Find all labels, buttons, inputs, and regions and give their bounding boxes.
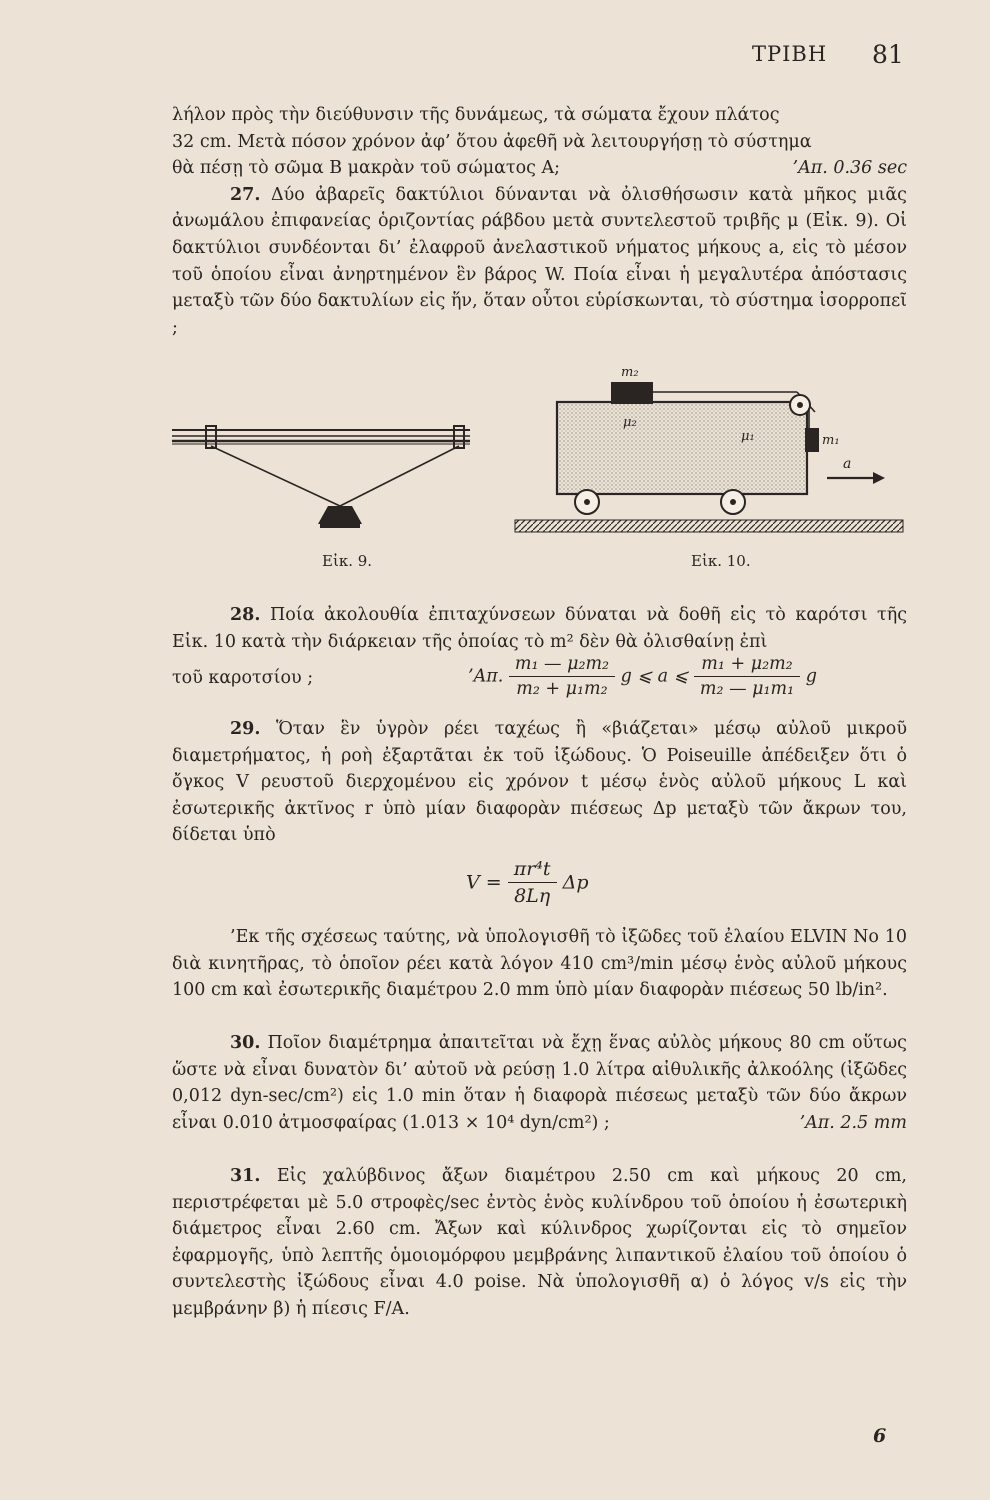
label-a: a: [843, 456, 852, 472]
problem-31: [172, 1163, 907, 1323]
problem-number: 28.: [230, 605, 261, 625]
caption-fig10: Εἰκ. 10.: [691, 552, 751, 570]
page-number: 81: [872, 40, 904, 69]
gravity-symbol: g: [805, 666, 817, 687]
problem-text: Ποία ἀκολουθία ἐπιταχύνσεων δύναται νὰ δοθῆ εἰς τὸ καρότσι τῆς Εἰκ. 10 κατὰ τὴν διάρκειαν τῆς ὁποίας τὸ m² δὲν θὰ ὀλισθαίνῃ ἐπὶ: [172, 605, 907, 652]
fraction-lower-bound: $\frac{\text{m₁ — μ₂m₂}}{\text{m₂ + μ₁m₂}}$: [509, 654, 615, 699]
para-line: ’Απ. 0.36 sec θὰ πέσῃ τὸ σῶμα B μακρὰν τοῦ σώματος A;: [172, 155, 907, 182]
answer: ’Απ. 0.36 sec: [792, 158, 907, 179]
label-m2: m₂: [621, 365, 639, 380]
answer: ’Απ. 2.5 mm: [799, 1112, 907, 1133]
label-mu1: μ₁: [741, 429, 755, 444]
problem-29: [172, 716, 907, 849]
problem-29-continuation: ’Εκ τῆς σχέσεως ταύτης, νὰ ὑπολογισθῆ τὸ ἰξῶδες τοῦ ἐλαίου ELVIN No 10 διὰ κινητῆρας, τὸ ὁποῖον ρέει κατὰ λόγον 410 cm³/min μέσῳ ἑνὸς αὐλοῦ μήκους 100 cm καὶ ἐσωτερικῆς διαμέτρου 2.0 mm ὑπὸ μίαν διαφορὰν πιέσεως 50 lb/in².: [172, 927, 907, 1001]
problem-28-answer-row: [172, 654, 907, 710]
inequality-formula: [468, 654, 817, 699]
answer-prefix: ’Απ.: [468, 666, 504, 687]
caption-fig9: Εἰκ. 9.: [322, 552, 373, 570]
label-m1: m₁: [822, 433, 840, 448]
problem-text: Εἰς χαλύβδινος ἄξων διαμέτρου 2.50 cm καὶ μήκους 20 cm, περιστρέφεται μὲ 5.0 στροφὲς/sec ἐντὸς ἑνὸς κυλίνδρου τοῦ ὁποίου ἡ ἐσωτερικὴ διάμετρος εἶναι 2.60 cm. Ἄξων καὶ κύλινδρος χωρίζονται εἰς τὸ σημεῖον ἐφαρμογῆς, ὑπὸ λεπτῆς ὁμοιομόρφου μεμβράνης λιπαντικοῦ ἐλαίου τοῦ ὁποίου ὁ συντελεστὴς ἰξώδους εἶναι 4.0 poise. Νὰ ὑπολογισθῆ α) ὁ λόγος v/s εἰς τὴν μεμβράνην β) ἡ πίεσις F/A.: [172, 1166, 907, 1319]
problem-text: Δύο ἀβαρεῖς δακτύλιοι δύνανται νὰ ὀλισθήσωσιν κατὰ μῆκος μιᾶς ἀνωμάλου ἐπιφανείας ὁριζοντίας ράβδου μετὰ συντελεστοῦ τριβῆς μ (Εἰκ. 9). Οἱ δακτύλιοι συνδέονται δι’ ἐλαφροῦ ἀνελαστικοῦ νήματος μήκους a, εἰς τὸ μέσον τοῦ ὁποίου εἶναι ἀνηρτημένον ἓν βάρος W. Ποία εἶναι ἡ μεγαλυτέρα ἀπόστασις μεταξὺ τῶν δύο δακτυλίων εἰς ἥν, ὅταν οὗτοι εὑρίσκωνται, τὸ σύστημα ἰσορροπεῖ ;: [172, 184, 907, 338]
text-block-top: [172, 102, 907, 341]
fraction-upper-bound: $\frac{\text{m₁ + μ₂m₂}}{\text{m₂ — μ₁m₁}}$: [694, 654, 800, 699]
figure-10: [515, 365, 905, 538]
problem-text: Ποῖον διαμέτρημα ἀπαιτεῖται νὰ ἔχῃ ἕνας αὐλὸς μήκους 80 cm οὕτως ὥστε νὰ εἶναι δυνατὸν δι’ αὐτοῦ νὰ ρεύσῃ 1.0 λίτρα αἰθυλικῆς ἀλκοόλης (ἰξῶδες 0,012 dyn-sec/cm²) εἰς 1.0 min ὅταν ἡ διαφορὰ πιέσεως μεταξὺ τῶν δύο ἄκρων εἶναι 0.010 ἀτμοσφαίρας (1.013 × 10⁴ dyn/cm²) ;: [172, 1033, 907, 1133]
problem-27: [172, 182, 907, 342]
label-mu2: μ₂: [623, 415, 637, 430]
signature-mark: 6: [873, 1425, 887, 1447]
inequality-middle: g ⩽ a ⩽: [620, 666, 689, 687]
problem-30: [172, 1030, 907, 1136]
problem-28: [172, 602, 907, 655]
poiseuille-formula: V = $\frac{\text{πr⁴t}}{8L\eta}$ Δp: [466, 858, 589, 907]
problem-text: Ὅταν ἓν ὑγρὸν ρέει ταχέως ἢ «βιάζεται» μέσῳ αὐλοῦ μικροῦ διαμετρήματος, ἡ ροὴ ἐξαρτᾶται ἐκ τοῦ ἰξώδους. Ὁ Poiseuille ἀπέδειξεν ὅτι ὁ ὄγκος V ρευστοῦ διερχομένου εἰς χρόνον t μέσῳ ἑνὸς αὐλοῦ μήκους L καὶ ἐσωτερικῆς ἀκτῖνος r ὑπὸ μίαν διαφορὰν πιέσεως Δp μεταξὺ τῶν ἄκρων του, δίδεται ὑπὸ: [172, 719, 907, 846]
para-line: λήλον πρὸς τὴν διεύθυνσιν τῆς δυνάμεως, τὰ σώματα ἔχουν πλάτος: [172, 105, 780, 125]
problem-number: 30.: [230, 1033, 261, 1053]
poiseuille-fraction: $\frac{\text{πr⁴t}}{8L\eta}$: [508, 858, 557, 907]
running-title: ΤΡΙΒΗ: [752, 42, 828, 66]
problem-number: 29.: [230, 719, 261, 739]
figure-9: [170, 420, 480, 532]
para-line: 32 cm. Μετὰ πόσον χρόνον ἀφ’ ὅτου ἀφεθῆ νὰ λειτουργήσῃ τὸ σύστημα: [172, 131, 812, 152]
problem-number: 31.: [230, 1166, 261, 1186]
problem-tail: τοῦ καροτσίου ;: [172, 668, 314, 688]
problem-number: 27.: [230, 184, 261, 205]
